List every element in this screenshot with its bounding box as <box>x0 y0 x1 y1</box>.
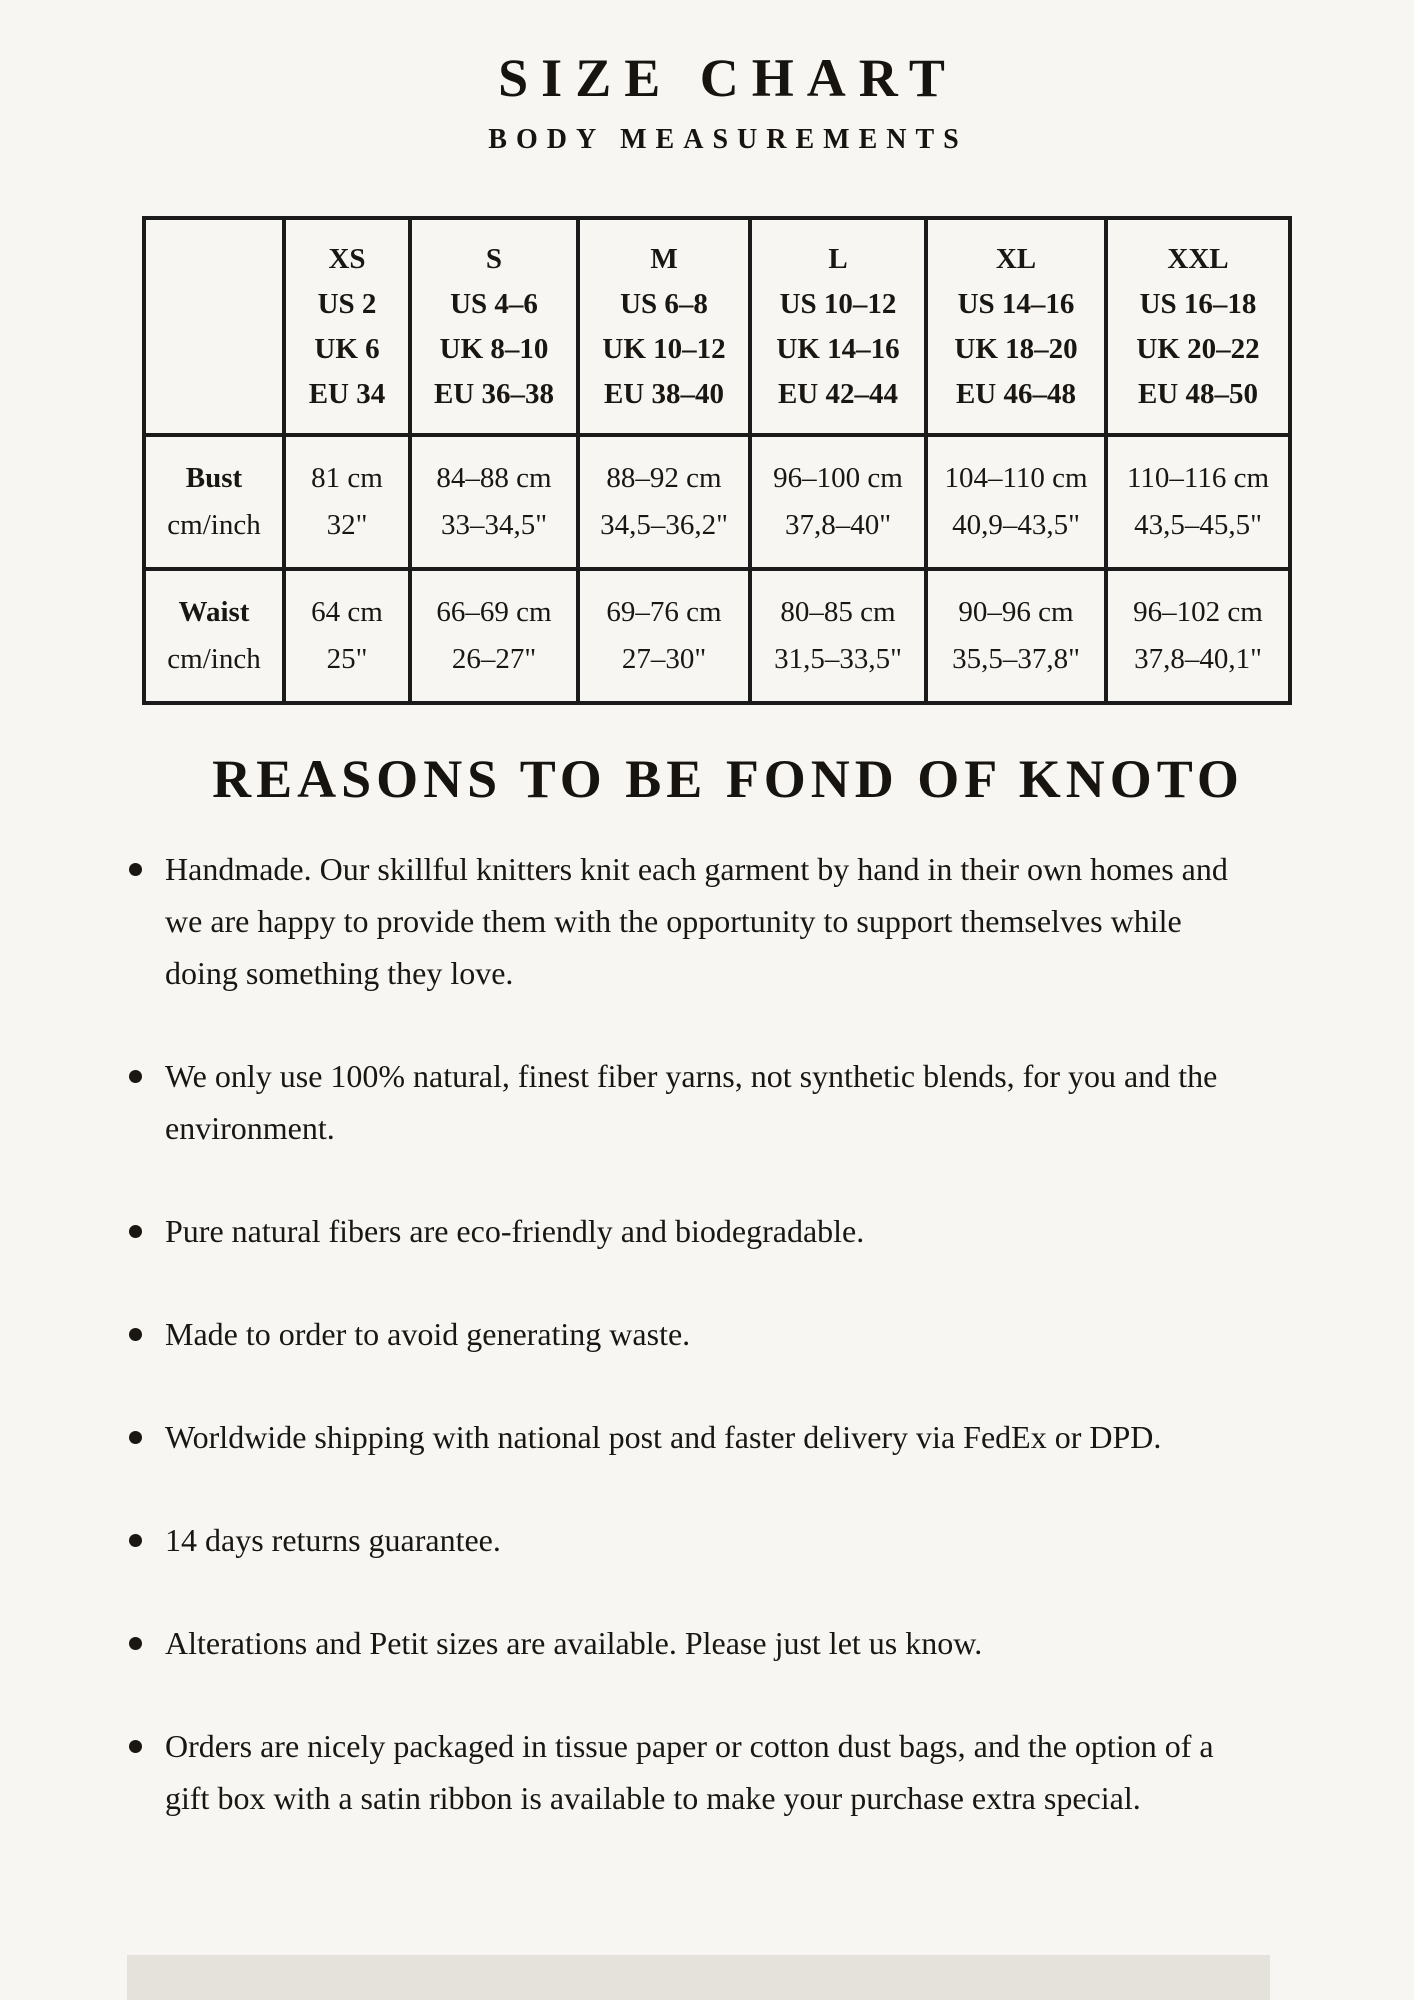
reason-item-made-to-order <box>127 1308 1235 1360</box>
cm-value: 80–85 cm <box>780 596 896 628</box>
measure-unit: cm/inch <box>167 643 261 675</box>
measure-label: Bust <box>185 462 243 494</box>
reason-item-eco-friendly <box>127 1205 1235 1257</box>
cm-value: 81 cm <box>311 462 383 494</box>
column-header-s <box>410 218 578 435</box>
us-size: US 2 <box>317 287 377 320</box>
reasons-list <box>127 843 1235 1824</box>
bust-value-s <box>410 435 578 569</box>
eu-size: EU 36–38 <box>433 377 555 410</box>
size-name: S <box>485 242 503 275</box>
cm-value: 96–102 cm <box>1133 596 1263 628</box>
uk-size: UK 10–12 <box>602 332 726 365</box>
inch-value: 35,5–37,8" <box>952 643 1080 675</box>
reason-item-alterations <box>127 1617 1235 1669</box>
inch-value: 25" <box>326 643 368 675</box>
cm-value: 64 cm <box>311 596 383 628</box>
size-name: XS <box>328 242 366 275</box>
inch-value: 26–27" <box>451 643 537 675</box>
bottom-section-bar <box>127 1955 1270 2000</box>
cm-value: 104–110 cm <box>944 462 1088 494</box>
reason-item-returns <box>127 1514 1235 1566</box>
us-size: US 10–12 <box>779 287 897 320</box>
uk-size: UK 14–16 <box>776 332 900 365</box>
cm-value: 110–116 cm <box>1126 462 1270 494</box>
waist-value-xs <box>284 569 410 703</box>
column-header-xs <box>284 218 410 435</box>
waist-value-s <box>410 569 578 703</box>
measure-unit: cm/inch <box>167 509 261 541</box>
cm-value: 84–88 cm <box>436 462 552 494</box>
us-size: US 6–8 <box>620 287 708 320</box>
size-name: L <box>828 242 848 275</box>
inch-value: 33–34,5" <box>440 509 548 541</box>
uk-size: UK 20–22 <box>1136 332 1260 365</box>
inch-value: 43,5–45,5" <box>1134 509 1262 541</box>
size-name: XXL <box>1167 242 1229 275</box>
inch-value: 40,9–43,5" <box>952 509 1080 541</box>
bust-value-xs <box>284 435 410 569</box>
reason-text: Worldwide shipping with national post and faster delivery via FedEx or DPD. <box>165 1419 1162 1455</box>
bust-value-l <box>750 435 926 569</box>
uk-size: UK 8–10 <box>439 332 549 365</box>
bust-row-label <box>144 435 284 569</box>
uk-size: UK 18–20 <box>954 332 1078 365</box>
inch-value: 27–30" <box>621 643 707 675</box>
cm-value: 88–92 cm <box>606 462 722 494</box>
column-header-m <box>578 218 750 435</box>
column-header-xxl <box>1106 218 1290 435</box>
waist-value-xxl <box>1106 569 1290 703</box>
waist-value-l <box>750 569 926 703</box>
reason-text: Orders are nicely packaged in tissue paper or cotton dust bags, and the option of a gift box with a satin ribbon is available to make your purchase extra special. <box>165 1728 1214 1816</box>
eu-size: EU 46–48 <box>955 377 1077 410</box>
waist-value-xl <box>926 569 1106 703</box>
eu-size: EU 42–44 <box>777 377 899 410</box>
waist-row-label <box>144 569 284 703</box>
page-subtitle: BODY MEASUREMENTS <box>488 124 968 155</box>
cm-value: 69–76 cm <box>606 596 722 628</box>
measure-label: Waist <box>178 596 250 628</box>
waist-value-m <box>578 569 750 703</box>
us-size: US 16–18 <box>1139 287 1257 320</box>
inch-value: 31,5–33,5" <box>774 643 902 675</box>
bust-row <box>144 435 1290 569</box>
inch-value: 34,5–36,2" <box>600 509 728 541</box>
column-header-xl <box>926 218 1106 435</box>
reasons-heading: REASONS TO BE FOND OF KNOTO <box>212 749 1244 809</box>
table-header-row <box>144 218 1290 435</box>
reason-item-natural-yarns <box>127 1050 1235 1154</box>
inch-value: 37,8–40" <box>784 509 892 541</box>
bust-value-xxl <box>1106 435 1290 569</box>
us-size: US 14–16 <box>957 287 1075 320</box>
reason-item-handmade <box>127 843 1235 999</box>
reason-item-packaging <box>127 1720 1235 1824</box>
reason-text: Alterations and Petit sizes are available. Please just let us know. <box>165 1625 983 1661</box>
bust-value-xl <box>926 435 1106 569</box>
eu-size: EU 34 <box>308 377 386 410</box>
waist-row <box>144 569 1290 703</box>
size-name: XL <box>995 242 1037 275</box>
page-header <box>21 0 1414 156</box>
cm-value: 96–100 cm <box>773 462 903 494</box>
column-header-l <box>750 218 926 435</box>
reason-text: 14 days returns guarantee. <box>165 1522 501 1558</box>
reason-text: Pure natural fibers are eco-friendly and biodegradable. <box>165 1213 865 1249</box>
bust-value-m <box>578 435 750 569</box>
table-corner-cell <box>144 218 284 435</box>
page-title: SIZE CHART <box>498 48 958 108</box>
eu-size: EU 38–40 <box>603 377 725 410</box>
uk-size: UK 6 <box>314 332 380 365</box>
reason-text: Handmade. Our skillful knitters knit each garment by hand in their own homes and we are happy to provide them with the opportunity to support themselves while doing something they love. <box>165 851 1228 991</box>
size-name: M <box>650 242 678 275</box>
size-chart-table <box>142 216 1292 705</box>
reason-text: We only use 100% natural, finest fiber yarns, not synthetic blends, for you and the environment. <box>165 1058 1218 1146</box>
eu-size: EU 48–50 <box>1137 377 1259 410</box>
cm-value: 90–96 cm <box>958 596 1074 628</box>
reason-text: Made to order to avoid generating waste. <box>165 1316 691 1352</box>
reason-item-shipping <box>127 1411 1235 1463</box>
inch-value: 32" <box>326 509 368 541</box>
inch-value: 37,8–40,1" <box>1134 643 1262 675</box>
cm-value: 66–69 cm <box>436 596 552 628</box>
us-size: US 4–6 <box>450 287 538 320</box>
